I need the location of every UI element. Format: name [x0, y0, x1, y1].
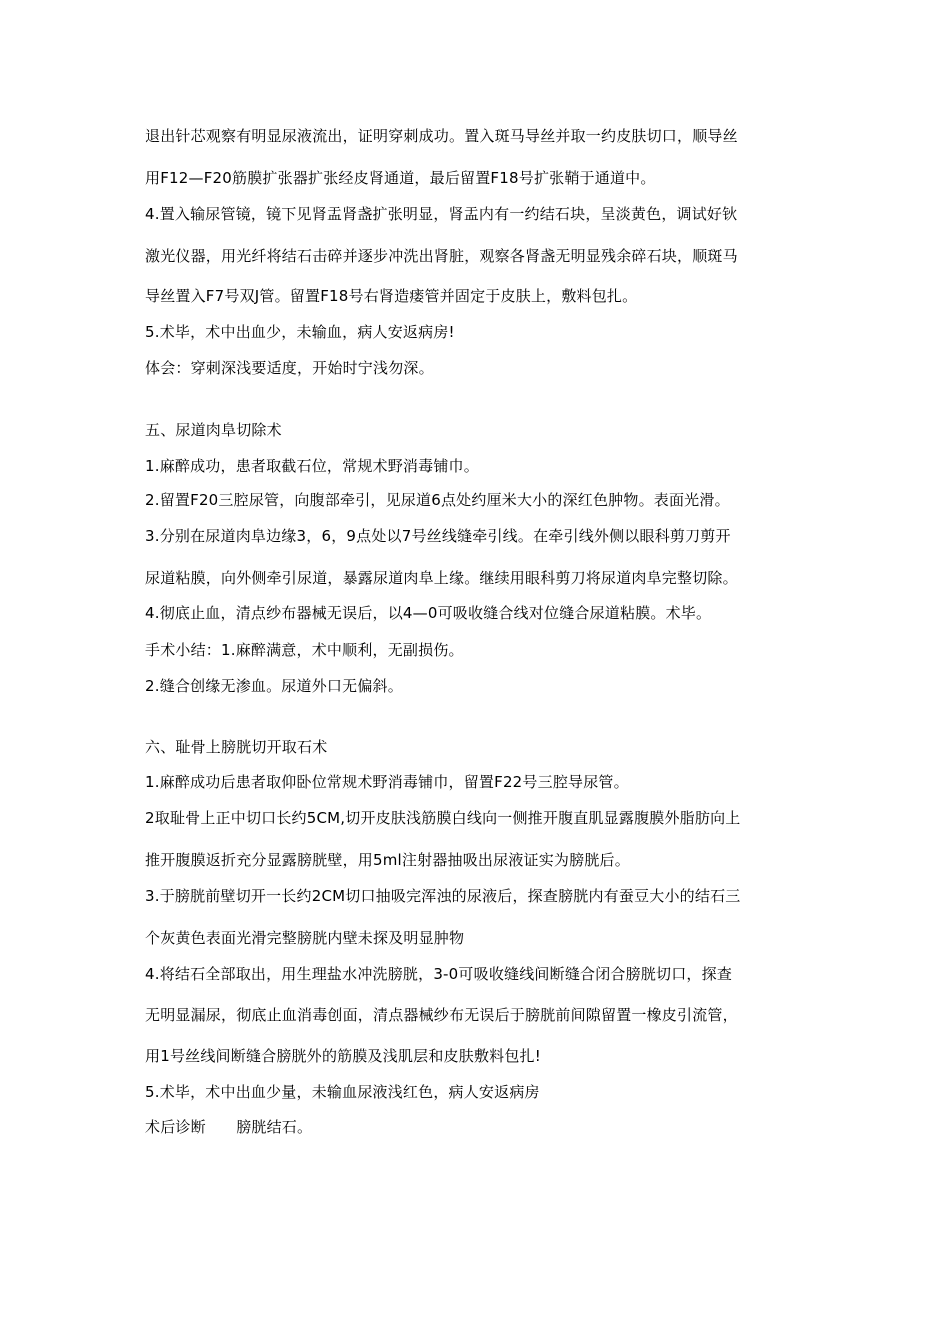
section-heading: 六、耻骨上膀胱切开取石术	[145, 738, 328, 756]
text-line: 个灰黄色表面光滑完整膀胱内壁未探及明显肿物	[145, 929, 465, 947]
text-line: 4.置入输尿管镜，镜下见肾盂肾盏扩张明显，肾盂内有一约结石块，呈淡黄色，调试好钬	[145, 205, 738, 223]
text-line: 尿道粘膜，向外侧牵引尿道，暴露尿道肉阜上缘。继续用眼科剪刀将尿道肉阜完整切除。	[145, 569, 738, 587]
text-line: 2.留置F20三腔尿管，向腹部牵引，见尿道6点处约厘米大小的深红色肿物。表面光滑。	[145, 491, 730, 509]
text-line: 推开腹膜返折充分显露膀胱壁，用5ml注射器抽吸出尿液证实为膀胱后。	[145, 851, 630, 869]
text-line: 2.缝合创缘无渗血。尿道外口无偏斜。	[145, 677, 403, 695]
text-line: 2取耻骨上正中切口长约5CM,切开皮肤浅筋膜白线向一侧推开腹直肌显露腹膜外脂肪向上	[145, 809, 741, 827]
text-line: 体会：穿刺深浅要适度，开始时宁浅勿深。	[145, 359, 434, 377]
text-line: 手术小结：1.麻醉满意，术中顺利，无副损伤。	[145, 641, 464, 659]
text-line: 激光仪器，用光纤将结石击碎并逐步冲洗出肾脏，观察各肾盏无明显残余碎石块，顺斑马	[145, 247, 738, 265]
text-line: 3.分别在尿道肉阜边缘3，6，9点处以7号丝线缝牵引线。在牵引线外侧以眼科剪刀剪开	[145, 527, 731, 545]
text-line: 5.术毕，术中出血少量，未输血尿液浅红色，病人安返病房	[145, 1083, 540, 1101]
text-line: 1.麻醉成功后患者取仰卧位常规术野消毒铺巾，留置F22号三腔导尿管。	[145, 773, 629, 791]
text-line: 无明显漏尿，彻底止血消毒创面，清点器械纱布无误后于膀胱前间隙留置一橡皮引流管，	[145, 1006, 738, 1024]
text-line: 术后诊断 膀胱结石。	[145, 1118, 313, 1136]
text-line: 用1号丝线间断缝合膀胱外的筋膜及浅肌层和皮肤敷料包扎!	[145, 1047, 541, 1065]
text-line: 导丝置入F7号双J管。留置F18号右肾造瘘管并固定于皮肤上，敷料包扎。	[145, 287, 638, 305]
text-line: 4.将结石全部取出，用生理盐水冲洗膀胱，3-0可吸收缝线间断缝合闭合膀胱切口，探查	[145, 965, 733, 983]
text-line: 3.于膀胱前壁切开一长约2CM切口抽吸完浑浊的尿液后，探查膀胱内有蚕豆大小的结石三	[145, 887, 741, 905]
text-line: 用F12—F20筋膜扩张器扩张经皮肾通道，最后留置F18号扩张鞘于通道中。	[145, 169, 656, 187]
text-line: 4.彻底止血，清点纱布器械无误后，以4—0可吸收缝合线对位缝合尿道粘膜。术毕。	[145, 604, 712, 622]
text-line: 退出针芯观察有明显尿液流出，证明穿刺成功。置入斑马导丝并取一约皮肤切口，顺导丝	[145, 127, 738, 145]
text-line: 1.麻醉成功，患者取截石位，常规术野消毒铺巾。	[145, 457, 479, 475]
text-line: 5.术毕，术中出血少，未输血，病人安返病房!	[145, 323, 455, 341]
section-heading: 五、尿道肉阜切除术	[145, 421, 282, 439]
